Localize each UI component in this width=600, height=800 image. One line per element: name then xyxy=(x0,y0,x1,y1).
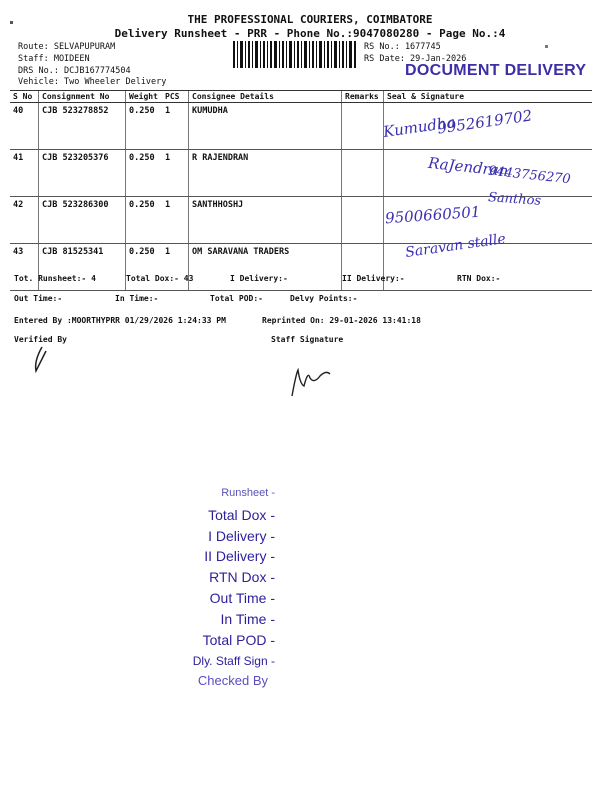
cell-consignee: OM SARAVANA TRADERS xyxy=(189,244,342,291)
cell-sno: 42 xyxy=(10,197,39,244)
stamp-total-pod: Total POD - xyxy=(202,632,275,648)
cell-remarks xyxy=(342,197,384,244)
drs-label: DRS No.: DCJB167774504 xyxy=(18,66,131,76)
staff-signature-label: Staff Signature xyxy=(271,335,344,344)
cell-weight: 0.250 xyxy=(126,150,163,197)
cell-consignee: R RAJENDRAN xyxy=(189,150,342,197)
handwritten-name-4: Saravan stalle xyxy=(404,231,507,261)
stamp-staff-sign: Dly. Staff Sign - xyxy=(192,654,275,668)
table-header-row xyxy=(10,91,592,103)
col-consignee: Consignee Details xyxy=(189,91,342,103)
vehicle-label: Vehicle: Two Wheeler Delivery xyxy=(18,77,167,87)
staff-label: Staff: MOIDEEN xyxy=(18,54,90,64)
barcode xyxy=(233,41,358,68)
verified-by: Verified By xyxy=(14,335,67,344)
rs-number: RS No.: 1677745 xyxy=(364,42,441,52)
runsheet-subtitle: Delivery Runsheet - PRR - Phone No.:9047080280 - Page No.:4 xyxy=(114,27,506,40)
scan-dot xyxy=(545,45,548,48)
col-consignment: Consignment No xyxy=(39,91,126,103)
cell-consignee: KUMUDHA xyxy=(189,103,342,150)
handwritten-name-3: Santhos xyxy=(487,190,542,209)
stamp-out-time: Out Time - xyxy=(209,590,275,606)
handwritten-name-2: RaJendran xyxy=(427,153,510,181)
rtn-dox: RTN Dox:- xyxy=(457,274,501,283)
route-label: Route: SELVAPUPURAM xyxy=(18,42,116,52)
cell-remarks xyxy=(342,103,384,150)
entered-by: Entered By :MOORTHYPRR 01/29/2026 1:24:33 PM xyxy=(14,316,226,325)
cell-sno: 41 xyxy=(10,150,39,197)
stamp-runsheet: Runsheet - xyxy=(221,487,275,499)
cell-consignment: CJB 81525341 xyxy=(39,244,126,291)
reprinted-on: Reprinted On: 29-01-2026 13:41:18 xyxy=(262,316,421,325)
verified-signature-mark xyxy=(30,345,50,375)
cell-pcs: 1 xyxy=(162,244,189,291)
cell-pcs: 1 xyxy=(162,150,189,197)
stamp-total-dox: Total Dox - xyxy=(208,507,275,523)
cell-sno: 43 xyxy=(10,244,39,291)
col-sno: S No xyxy=(10,91,39,103)
cell-remarks xyxy=(342,150,384,197)
out-time: Out Time:- xyxy=(14,294,63,303)
cell-consignment: CJB 523278852 xyxy=(39,103,126,150)
handwritten-phone-1: 9952619702 xyxy=(436,106,534,138)
col-signature: Seal & Signature xyxy=(384,91,593,103)
col-pcs: PCS xyxy=(162,91,189,103)
i-delivery: I Delivery:- xyxy=(230,274,288,283)
delivery-points: Delvy Points:- xyxy=(290,294,358,303)
cell-consignment: CJB 523205376 xyxy=(39,150,126,197)
cell-consignment: CJB 523286300 xyxy=(39,197,126,244)
col-weight: Weight xyxy=(126,91,163,103)
tot-runsheet: Tot. Runsheet:- 4 xyxy=(14,274,96,283)
stamp-rtn-dox: RTN Dox - xyxy=(209,569,275,585)
cell-pcs: 1 xyxy=(162,197,189,244)
total-dox: Total Dox:- 43 xyxy=(126,274,194,283)
total-pod: Total POD:- xyxy=(210,294,263,303)
handwritten-phone-3: 9500660501 xyxy=(384,202,481,228)
scan-dot xyxy=(10,21,13,24)
ii-delivery: II Delivery:- xyxy=(342,274,405,283)
col-remarks: Remarks xyxy=(342,91,384,103)
cell-remarks xyxy=(342,244,384,291)
rs-date: RS Date: 29-Jan-2026 xyxy=(364,54,467,64)
stamp-ii-delivery: II Delivery - xyxy=(204,548,275,564)
stamp-in-time: In Time - xyxy=(220,611,275,627)
cell-sno: 40 xyxy=(10,103,39,150)
in-time: In Time:- xyxy=(115,294,159,303)
cell-consignee: SANTHHOSHJ xyxy=(189,197,342,244)
company-title: THE PROFESSIONAL COURIERS, COIMBATORE xyxy=(187,13,433,26)
stamp-checked-by: Checked By xyxy=(197,673,268,688)
stamp-i-delivery: I Delivery - xyxy=(208,528,275,544)
handwritten-phone-2: 9443756270 xyxy=(487,163,572,188)
cell-weight: 0.250 xyxy=(126,244,163,291)
cell-weight: 0.250 xyxy=(126,103,163,150)
table-row xyxy=(10,244,592,291)
cell-weight: 0.250 xyxy=(126,197,163,244)
handwritten-name-1: Kumudha xyxy=(382,113,457,141)
document-delivery-stamp: DOCUMENT DELIVERY xyxy=(405,62,587,79)
staff-signature-mark xyxy=(286,360,336,400)
cell-pcs: 1 xyxy=(162,103,189,150)
